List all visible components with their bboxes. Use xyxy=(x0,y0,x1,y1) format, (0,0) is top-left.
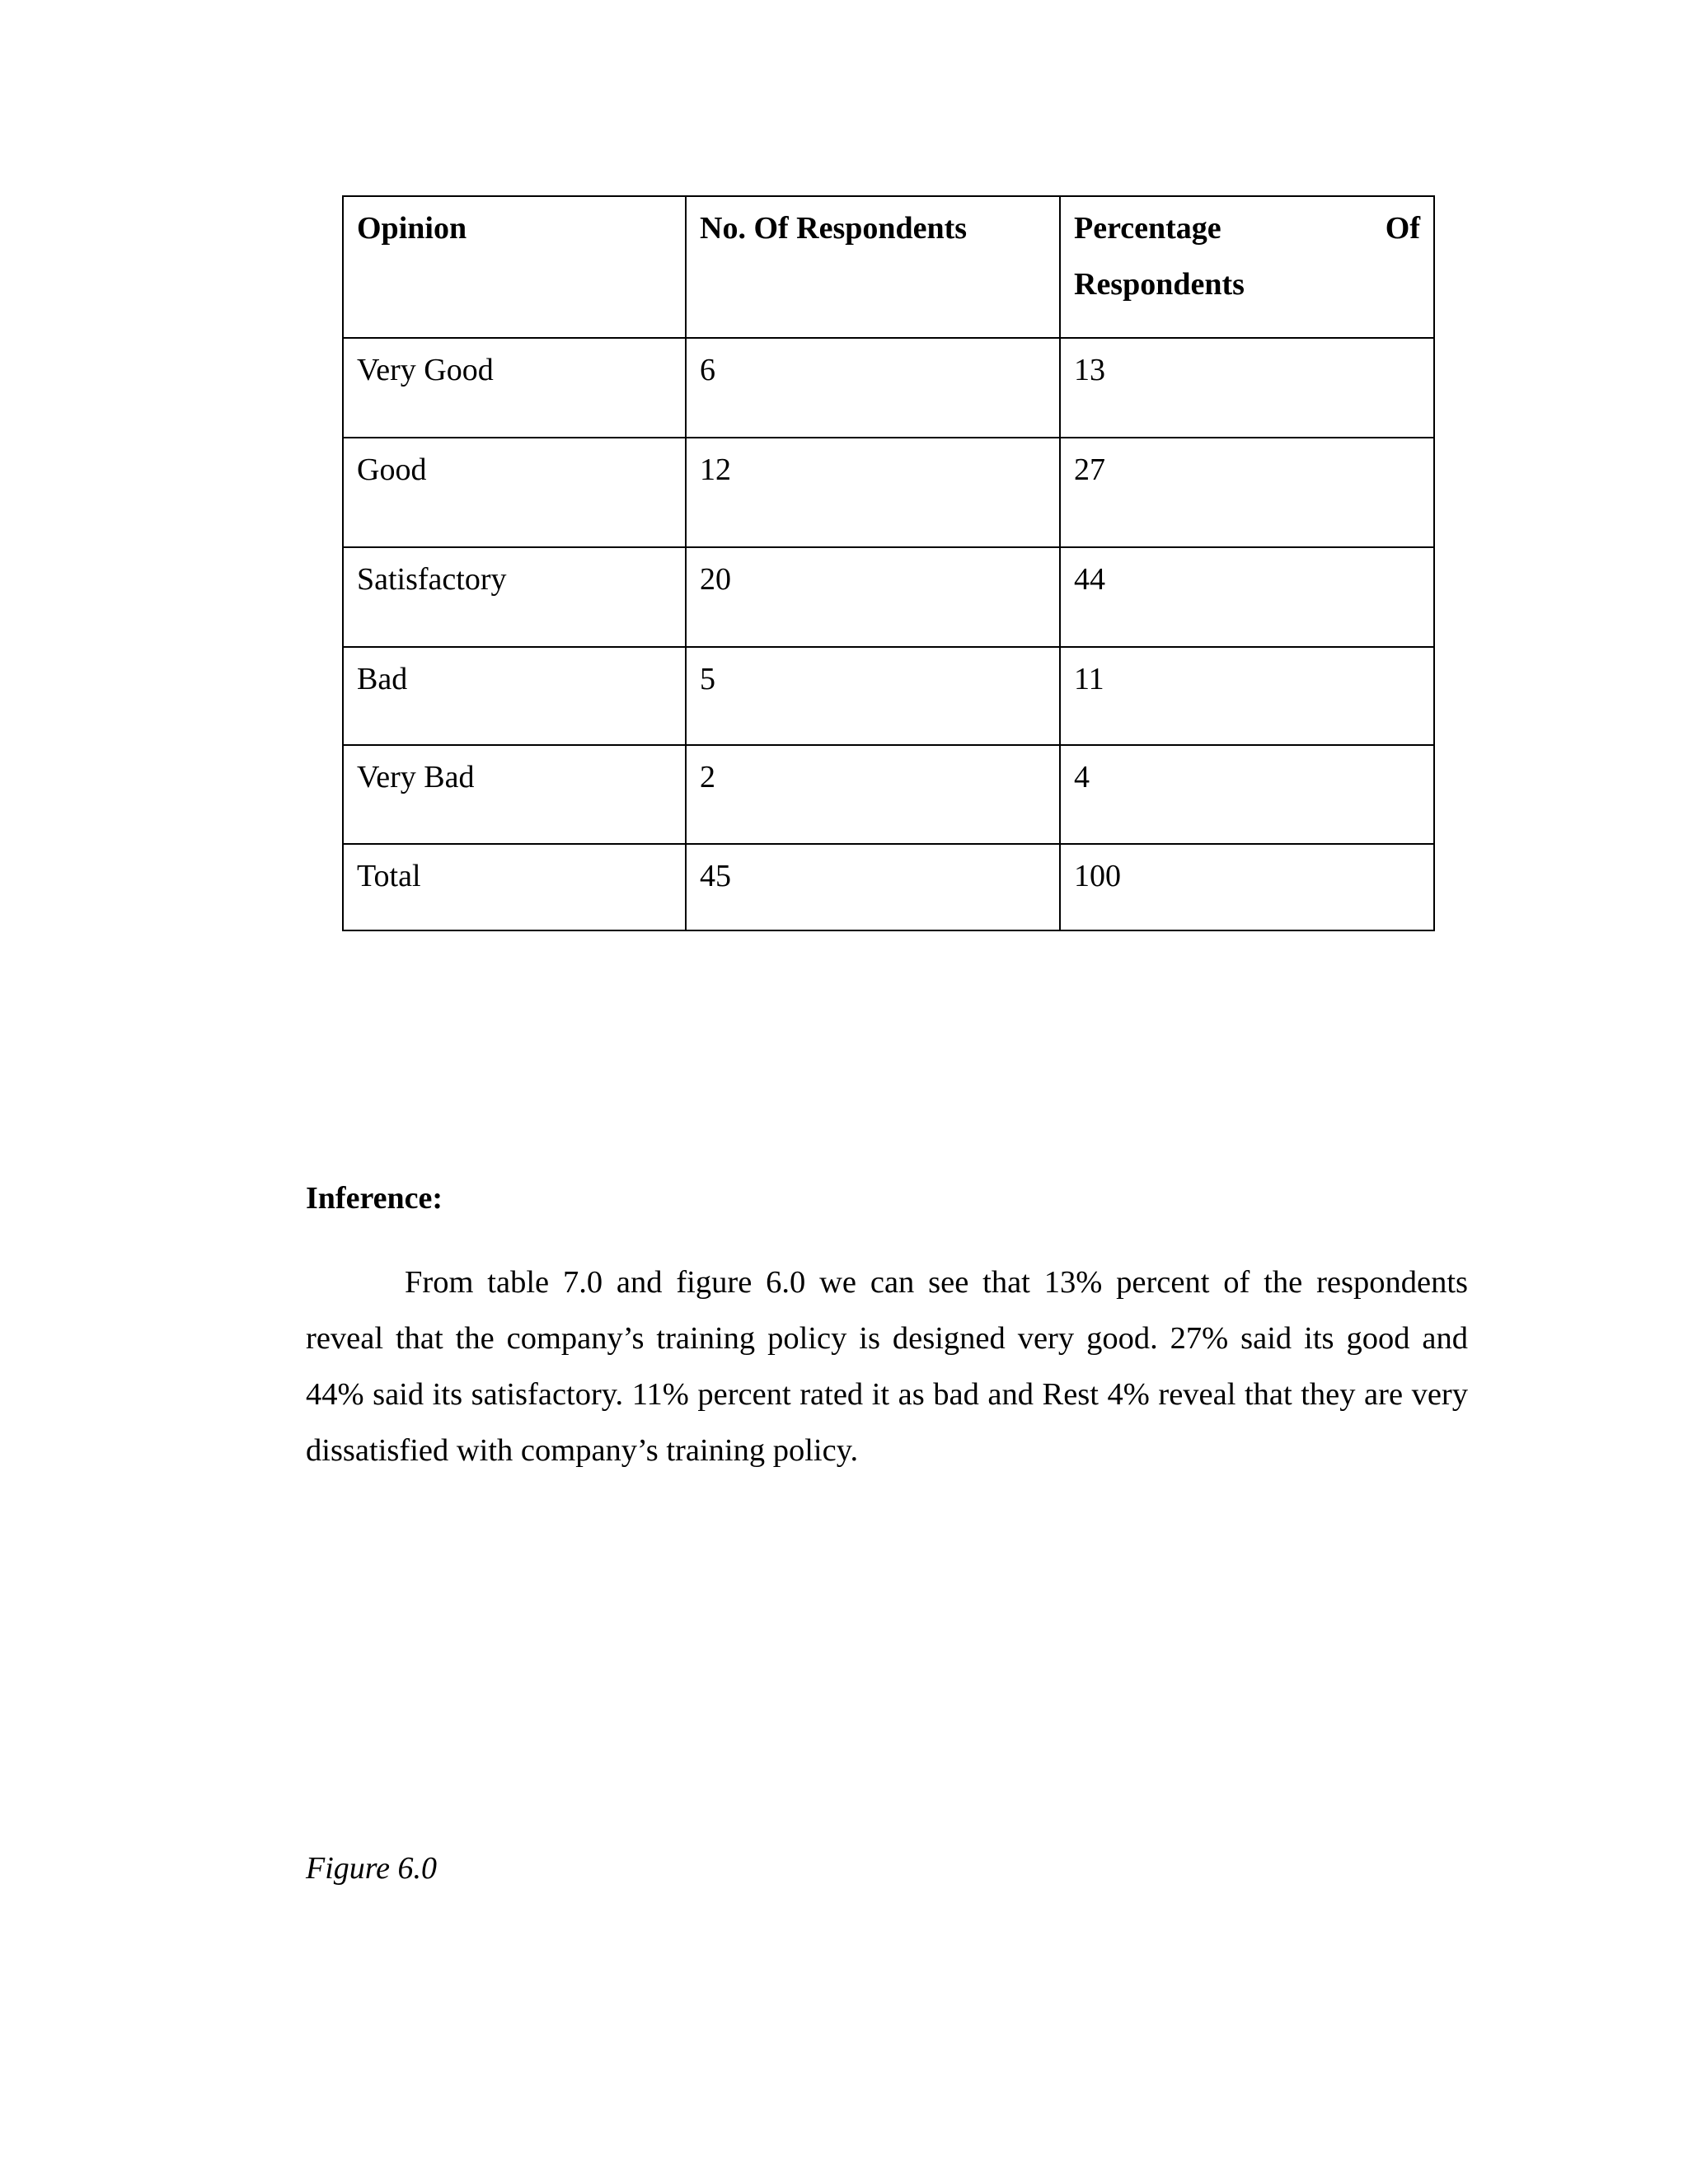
header-percentage xyxy=(1060,196,1434,338)
opinion-table xyxy=(342,195,1435,931)
table-total-row xyxy=(343,844,1434,930)
table-row xyxy=(343,647,1434,745)
cell-percentage: 27 xyxy=(1060,438,1434,547)
header-opinion: Opinion xyxy=(343,196,686,338)
header-respondents: No. Of Respondents xyxy=(686,196,1060,338)
inference-paragraph: From table 7.0 and figure 6.0 we can see that 13% percent of the respondents reveal that the company’s training policy is designed very good. 27% said its good and 44% said its satisfactory. 11% percent rated it as bad and Rest 4% reveal that they are very dissatisfied with company’s training policy. xyxy=(306,1265,1468,1468)
table-row xyxy=(343,745,1434,844)
cell-percentage: 13 xyxy=(1060,338,1434,438)
cell-opinion: Bad xyxy=(343,647,686,745)
table-row xyxy=(343,338,1434,438)
cell-respondents: 12 xyxy=(686,438,1060,547)
cell-respondents: 20 xyxy=(686,547,1060,647)
cell-percentage: 4 xyxy=(1060,745,1434,844)
figure-caption: Figure 6.0 xyxy=(306,1851,438,1886)
cell-opinion: Very Bad xyxy=(343,745,686,844)
cell-percentage: 11 xyxy=(1060,647,1434,745)
header-percentage-line2: Respondents xyxy=(1074,267,1245,302)
cell-percentage: 44 xyxy=(1060,547,1434,647)
inference-heading: Inference: xyxy=(306,1181,443,1216)
cell-total-label: Total xyxy=(343,844,686,930)
cell-total-respondents: 45 xyxy=(686,844,1060,930)
cell-total-percentage: 100 xyxy=(1060,844,1434,930)
cell-respondents: 2 xyxy=(686,745,1060,844)
table-row xyxy=(343,438,1434,547)
table-header-row xyxy=(343,196,1434,338)
cell-opinion: Satisfactory xyxy=(343,547,686,647)
table-row xyxy=(343,547,1434,647)
cell-respondents: 5 xyxy=(686,647,1060,745)
header-percentage-line1: Percentage Of xyxy=(1074,211,1420,246)
cell-opinion: Good xyxy=(343,438,686,547)
cell-opinion: Very Good xyxy=(343,338,686,438)
cell-respondents: 6 xyxy=(686,338,1060,438)
